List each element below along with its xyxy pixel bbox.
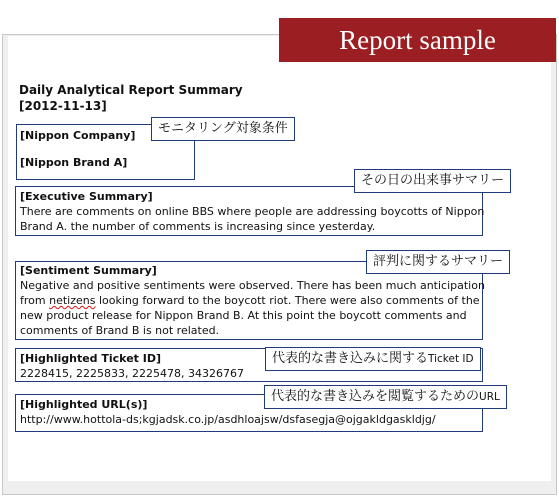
sentiment-callout: 評判に関するサマリー xyxy=(366,250,510,274)
report-title-block xyxy=(19,82,243,114)
report-sample-banner: Report sample xyxy=(279,18,556,62)
sentiment-line-2-post: looking forward to the boycott riot. There were also comments of the xyxy=(95,294,480,307)
ticket-ids: 2228415, 2225833, 2225478, 34326767 xyxy=(20,367,244,380)
sentiment-line-1: Negative and positive sentiments were observed. There has been much anticipation xyxy=(20,279,485,292)
report-date: [2012-11-13] xyxy=(19,99,107,113)
sentiment-line-2 xyxy=(20,293,485,308)
ticket-callout xyxy=(265,347,481,371)
sentiment-section xyxy=(20,263,485,338)
monitoring-section xyxy=(20,128,135,170)
monitoring-company: [Nippon Company] xyxy=(20,129,136,142)
ticket-section xyxy=(20,351,244,381)
sentiment-line-2-pre: from xyxy=(20,294,50,307)
url-value: http://www.hottola-ds;kgjadsk.co.jp/asdhloajsw/dsfasegja@ojgakldgaskldjg/ xyxy=(20,413,436,426)
monitoring-callout: モニタリング対象条件 xyxy=(151,117,295,141)
url-callout-jp: 代表的な書き込みを閲覧するための xyxy=(271,389,480,404)
ticket-callout-en: Ticket ID xyxy=(428,353,474,365)
sentiment-heading: [Sentiment Summary] xyxy=(20,264,157,277)
url-heading: [Highlighted URL(s)] xyxy=(20,398,148,411)
ticket-callout-jp: 代表的な書き込みに関する xyxy=(272,351,429,366)
sentiment-line-4: comments of Brand B is not related. xyxy=(20,324,220,337)
sentiment-line-3: new product release for Nippon Brand B. At this point the boycott comments and xyxy=(20,309,467,322)
executive-section xyxy=(20,189,484,234)
executive-line-1: There are comments on online BBS where people are addressing boycotts of Nippon xyxy=(20,205,485,218)
url-callout-en: URL xyxy=(479,391,500,403)
sentiment-line-2-word: netizens xyxy=(49,294,96,307)
executive-heading: [Executive Summary] xyxy=(20,190,153,203)
url-callout xyxy=(264,385,507,409)
monitoring-brand: [Nippon Brand A] xyxy=(20,156,128,169)
executive-callout: その日の出来事サマリー xyxy=(354,169,511,193)
ticket-heading: [Highlighted Ticket ID] xyxy=(20,352,161,365)
executive-line-2: Brand A. the number of comments is increasing since yesterday. xyxy=(20,220,376,233)
report-title: Daily Analytical Report Summary xyxy=(19,83,243,97)
